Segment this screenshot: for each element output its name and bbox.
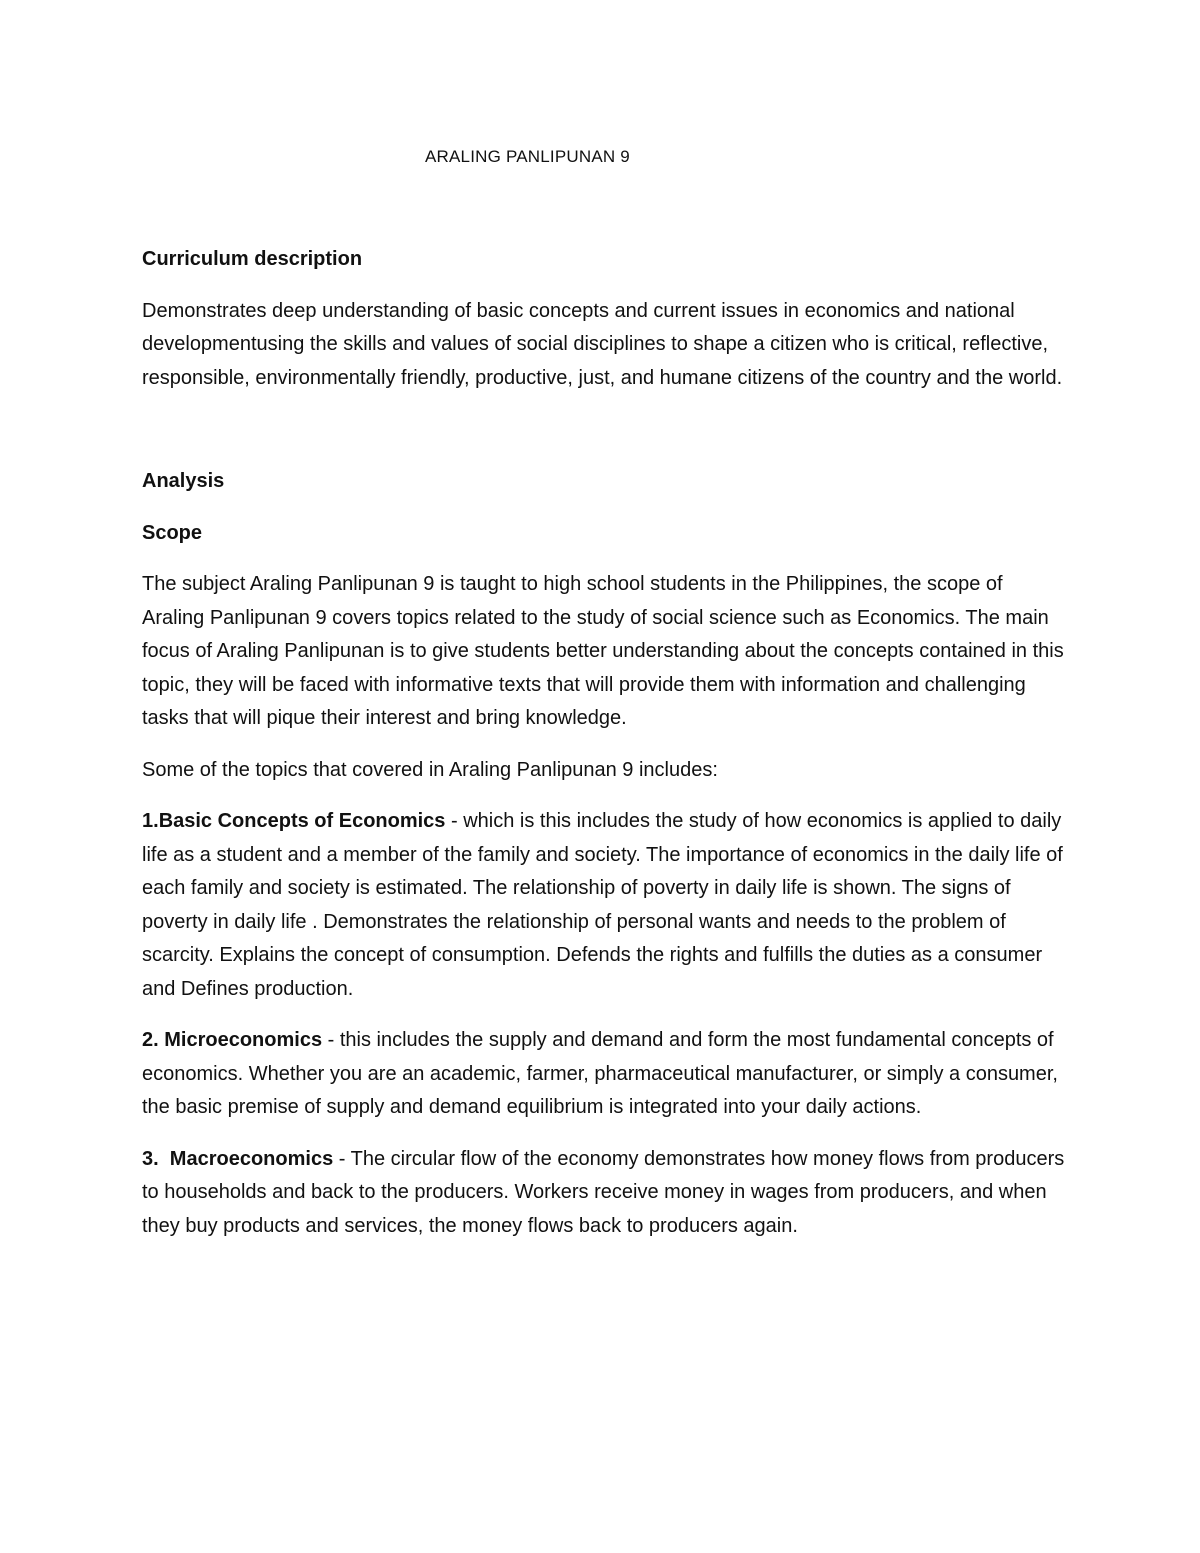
scope-heading: Scope [142,521,203,544]
topic-description: - The circular flow of the economy demonstrates how money flows from producers to households and back to the producers. Workers receive money in wages from producers, and when they buy products and services, the money flows back to producers again. [142,1147,1065,1237]
scope-description: The subject Araling Panlipunan 9 is taught to high school students in the Philippines, the scope of Araling Panlipunan 9 covers topics related to the study of social science such as Economics. The main focus of Araling Panlipunan is to give students better understanding about the concepts contained in this topic, they will be faced with informative texts that will provide them with information and challenging tasks that will pique their interest and bring knowledge. [142,573,1064,729]
topic-description: - which is this includes the study of how economics is applied to daily life as a student and a member of the family and society. The importance of economics in the daily life of each family and society is estimated. The relationship of poverty in daily life is shown. The signs of poverty in daily life . Demonstrates the relationship of personal wants and needs to the problem of scarcity. Explains the concept of consumption. Defends the rights and fulfills the duties as a consumer and Defines production. [142,810,1063,1000]
topic-macroeconomics [142,1143,1067,1244]
topic-description: - this includes the supply and demand and form the most fundamental concepts of economics. Whether you are an academic, farmer, pharmaceutical manufacturer, or simply a consumer, the basic premise of supply and demand equilibrium is integrated into your daily actions. [142,1029,1058,1118]
topic-number: 1. [142,810,159,832]
topic-name: Microeconomics [164,1029,323,1051]
topics-intro: Some of the topics that covered in Araling Panlipunan 9 includes: [142,758,718,781]
topic-number: 3. [142,1147,170,1170]
analysis-heading: Analysis [142,470,225,492]
topic-number: 2. [142,1029,165,1051]
topic-name: Basic Concepts of Economics [158,810,446,832]
document-title: ARALING PANLIPUNAN 9 [425,147,630,166]
topic-microeconomics [142,1024,1067,1125]
topic-name: Macroeconomics [169,1147,334,1170]
curriculum-heading: Curriculum description [142,248,363,270]
document-body [142,145,1067,1243]
curriculum-description: Demonstrates deep understanding of basic concepts and current issues in economics and national developmentusing the skills and values of social disciplines to shape a citizen who is critical, reflective, responsible, environmentally friendly, productive, just, and humane citizens of the country and the world. [142,299,1063,389]
topic-basic-concepts [142,805,1067,1006]
